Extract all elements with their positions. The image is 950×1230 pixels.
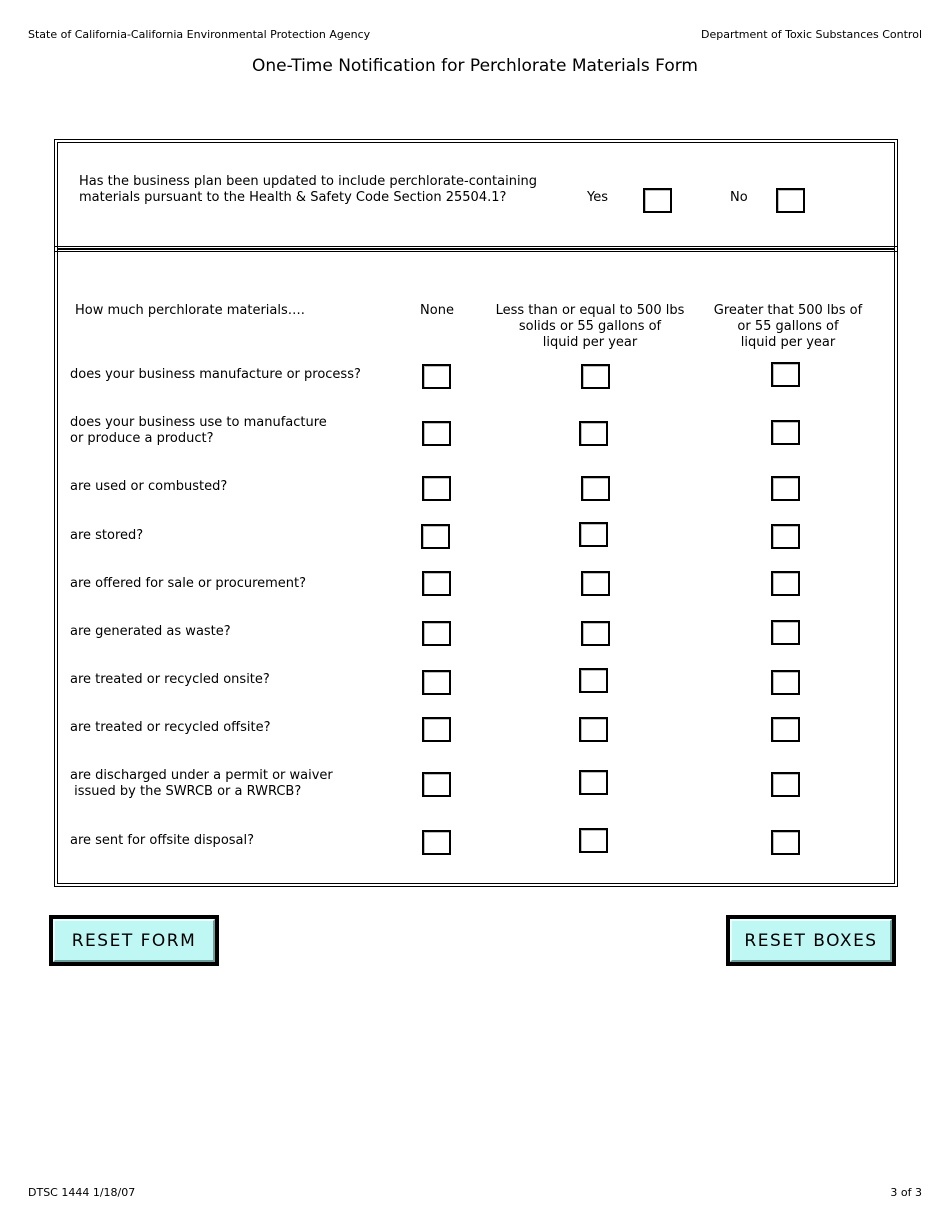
table-row-question	[70, 672, 270, 688]
row-9-none-checkbox[interactable]	[422, 772, 451, 797]
row-8-low-checkbox[interactable]	[579, 717, 608, 742]
column-header-high-line2: or 55 gallons of	[737, 319, 839, 334]
table-row-question	[70, 833, 254, 849]
form-title: One-Time Notification for Perchlorate Materials Form	[252, 56, 698, 76]
no-checkbox[interactable]	[776, 188, 805, 213]
row-2-low-checkbox[interactable]	[579, 421, 608, 446]
row-question-line1: are treated or recycled offsite?	[70, 720, 271, 735]
reset-form-label: RESET FORM	[53, 919, 215, 962]
row-question-line1: are generated as waste?	[70, 624, 231, 639]
row-8-high-checkbox[interactable]	[771, 717, 800, 742]
table-row-question	[70, 768, 333, 800]
row-10-none-checkbox[interactable]	[422, 830, 451, 855]
form-id: DTSC 1444 1/18/07	[28, 1186, 136, 1199]
column-header-low	[480, 303, 700, 351]
table-row-question	[70, 528, 143, 544]
table-row-question	[70, 576, 306, 592]
row-4-low-checkbox[interactable]	[579, 522, 608, 547]
row-question-line1: does your business manufacture or process?	[70, 367, 361, 382]
row-2-high-checkbox[interactable]	[771, 420, 800, 445]
business-plan-question-line2: materials pursuant to the Health & Safety Code Section 25504.1?	[79, 190, 507, 205]
row-question-line1: are sent for offsite disposal?	[70, 833, 255, 848]
row-5-high-checkbox[interactable]	[771, 571, 800, 596]
row-6-none-checkbox[interactable]	[422, 621, 451, 646]
yes-label: Yes	[587, 190, 608, 205]
row-question-line2: or produce a product?	[70, 431, 214, 446]
column-header-low-line3: liquid per year	[542, 335, 638, 350]
row-6-high-checkbox[interactable]	[771, 620, 800, 645]
row-2-none-checkbox[interactable]	[422, 421, 451, 446]
department-header: Department of Toxic Substances Control	[700, 28, 922, 41]
row-8-none-checkbox[interactable]	[422, 717, 451, 742]
business-plan-question-line1: Has the business plan been updated to include perchlorate-containing	[79, 174, 538, 189]
table-row-question	[70, 415, 327, 447]
table-row-question	[70, 479, 227, 495]
column-header-none: None	[420, 303, 454, 318]
row-question-line1: are discharged under a permit or waiver	[70, 768, 333, 783]
row-9-high-checkbox[interactable]	[771, 772, 800, 797]
yes-checkbox[interactable]	[643, 188, 672, 213]
row-3-none-checkbox[interactable]	[422, 476, 451, 501]
column-header-low-line1: Less than or equal to 500 lbs	[495, 303, 685, 318]
reset-form-button[interactable]	[49, 915, 219, 966]
row-question-line1: are offered for sale or procurement?	[70, 576, 307, 591]
row-1-none-checkbox[interactable]	[422, 364, 451, 389]
row-9-low-checkbox[interactable]	[579, 770, 608, 795]
row-question-line1: does your business use to manufacture	[70, 415, 327, 430]
row-1-high-checkbox[interactable]	[771, 362, 800, 387]
row-7-high-checkbox[interactable]	[771, 670, 800, 695]
no-label: No	[730, 190, 748, 205]
page-number: 3 of 3	[890, 1186, 922, 1199]
row-question-line2: issued by the SWRCB or a RWRCB?	[70, 784, 302, 799]
row-3-low-checkbox[interactable]	[581, 476, 610, 501]
row-6-low-checkbox[interactable]	[581, 621, 610, 646]
agency-header: State of California-California Environmental Protection Agency	[28, 28, 371, 41]
column-header-high-line3: liquid per year	[740, 335, 836, 350]
row-question-line1: are stored?	[70, 528, 144, 543]
column-header-high-line1: Greater that 500 lbs of	[713, 303, 863, 318]
row-4-none-checkbox[interactable]	[421, 524, 450, 549]
row-4-high-checkbox[interactable]	[771, 524, 800, 549]
table-row-question	[70, 624, 231, 640]
row-3-high-checkbox[interactable]	[771, 476, 800, 501]
row-7-low-checkbox[interactable]	[579, 668, 608, 693]
row-question-line1: are used or combusted?	[70, 479, 228, 494]
table-row-question	[70, 367, 361, 383]
row-question-line1: are treated or recycled onsite?	[70, 672, 270, 687]
row-10-low-checkbox[interactable]	[579, 828, 608, 853]
reset-boxes-label: RESET BOXES	[730, 919, 892, 962]
row-5-none-checkbox[interactable]	[422, 571, 451, 596]
row-7-none-checkbox[interactable]	[422, 670, 451, 695]
row-10-high-checkbox[interactable]	[771, 830, 800, 855]
column-header-high	[690, 303, 886, 351]
column-header-low-line2: solids or 55 gallons of	[518, 319, 662, 334]
table-row-question	[70, 720, 271, 736]
reset-boxes-button[interactable]	[726, 915, 896, 966]
business-plan-question	[79, 174, 537, 206]
quantity-lead-in: How much perchlorate materials….	[75, 303, 305, 318]
row-5-low-checkbox[interactable]	[581, 571, 610, 596]
row-1-low-checkbox[interactable]	[581, 364, 610, 389]
